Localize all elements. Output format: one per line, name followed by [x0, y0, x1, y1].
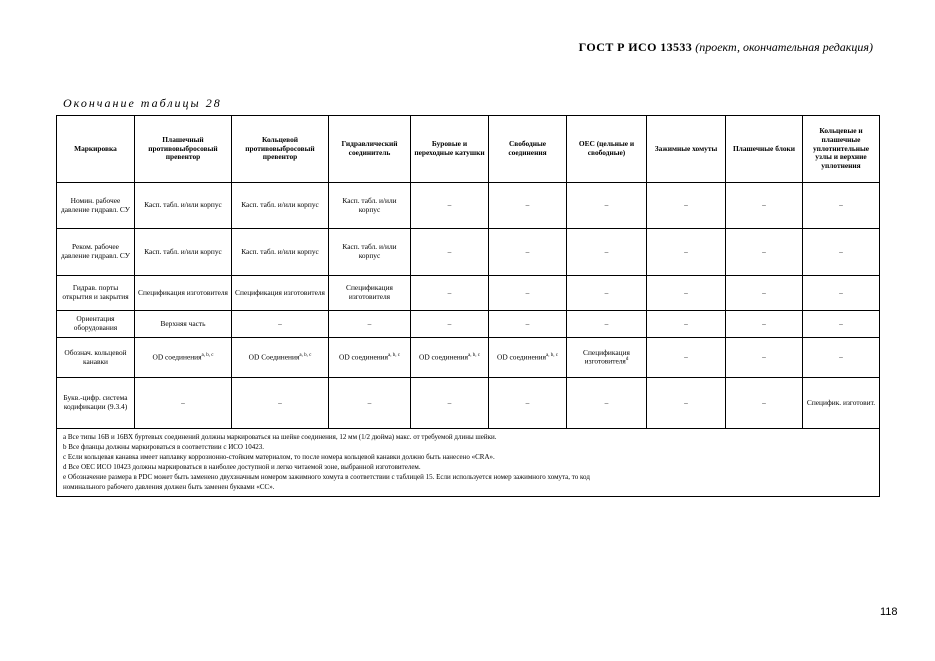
table-cell: –	[803, 276, 880, 311]
table-cell: –	[411, 229, 489, 276]
table-cell	[329, 338, 411, 378]
table-cell: –	[567, 378, 647, 429]
footnotes-row	[57, 429, 880, 497]
cell-text: OD соединения	[339, 352, 389, 362]
table-header-row	[57, 116, 880, 183]
footnote: e Обозначение размера в PDC может быть заменено двухзначным номером зажимного хомута в соответствии с таблицей 15. Если используется номер зажимного хомута, то код	[63, 473, 590, 481]
table-cell: Касп. табл. и/или корпус	[329, 183, 411, 229]
col-header: Плашечные блоки	[726, 116, 803, 183]
table-cell: Спецификация изготовителя	[329, 276, 411, 311]
row-label: Реком. рабочее давление гидравл. СУ	[57, 229, 135, 276]
footnotes-cell	[57, 429, 880, 497]
table-cell: –	[647, 183, 726, 229]
cell-text: OD Соединения	[248, 352, 300, 362]
table-cell	[411, 338, 489, 378]
table-cell: –	[567, 311, 647, 338]
footnote: номинального рабочего давления должен быть заменен буквами «CC».	[63, 483, 275, 491]
footnote: d Все OEC ИСО 10423 должны маркироваться в наиболее доступной и легко читаемой зоне, выбранной изготовителем.	[63, 463, 421, 471]
table-row	[57, 378, 880, 429]
table-row	[57, 338, 880, 378]
footnote-ref: a, b, c	[299, 352, 312, 358]
col-header: Буровые и переходные катушки	[411, 116, 489, 183]
row-label: Номин. рабочее давление гидравл. СУ	[57, 183, 135, 229]
page-number: 118	[880, 606, 898, 618]
table-cell: Касп. табл. и/или корпус	[232, 229, 329, 276]
col-header: OEC (цельные и свободные)	[567, 116, 647, 183]
row-label: Ориентация оборудования	[57, 311, 135, 338]
table-row	[57, 311, 880, 338]
table-cell: –	[411, 378, 489, 429]
table-cell: –	[647, 229, 726, 276]
table-cell: –	[567, 229, 647, 276]
row-label: Гидрав. порты открытия и закрытия	[57, 276, 135, 311]
table-cell: –	[567, 183, 647, 229]
table-cell: –	[726, 311, 803, 338]
row-label: Обознач. кольцевой канавки	[57, 338, 135, 378]
table-cell	[489, 338, 567, 378]
col-header: Кольцевой противовыбросовый превентор	[232, 116, 329, 183]
table-cell: –	[411, 276, 489, 311]
table-cell: –	[489, 378, 567, 429]
table-cell: Спецификация изготовителя	[232, 276, 329, 311]
cell-text: Спецификация изготовителя	[583, 347, 630, 366]
table-cell: –	[726, 378, 803, 429]
col-header: Маркировка	[57, 116, 135, 183]
table-cell: –	[489, 229, 567, 276]
table-cell	[135, 338, 232, 378]
col-header: Гидравлический соединитель	[329, 116, 411, 183]
row-label: Букв.-цифр. система кодификации (9.3.4)	[57, 378, 135, 429]
footnote: a Все типы 16В и 16ВХ буртевых соединений должны маркироваться на шейке соединения, 12 мм (1/2 дюйма) макс. от требуемой длины шейки.	[63, 433, 497, 441]
col-header: Свободные соединения	[489, 116, 567, 183]
table-cell: Касп. табл. и/или корпус	[232, 183, 329, 229]
table-cell: –	[647, 276, 726, 311]
cell-text: OD соединения	[497, 352, 547, 362]
table-cell: Касп. табл. и/или корпус	[135, 229, 232, 276]
col-header: Плашечный противовыбросовый превентор	[135, 116, 232, 183]
document-header	[579, 40, 873, 55]
table-cell: Специфик. изготовит.	[803, 378, 880, 429]
table-cell: –	[647, 311, 726, 338]
footnote-ref: a, b, c	[546, 352, 558, 358]
cell-text: OD соединения	[152, 352, 202, 362]
table-cell	[232, 338, 329, 378]
table-cell: –	[803, 229, 880, 276]
table-cell: Касп. табл. и/или корпус	[135, 183, 232, 229]
table-cell	[567, 338, 647, 378]
table-cell: –	[232, 378, 329, 429]
footnote: c Если кольцевая канавка имеет наплавку коррозионно-стойким материалом, то после номера кольцевой канавки должно быть нанесено «CRA».	[63, 453, 495, 461]
table-cell: –	[135, 378, 232, 429]
table-cell: –	[803, 183, 880, 229]
table-cell: –	[647, 378, 726, 429]
table-row	[57, 229, 880, 276]
table-cell: –	[489, 276, 567, 311]
table-cell: –	[726, 276, 803, 311]
standard-note: (проект, окончательная редакция)	[695, 40, 873, 54]
table-cell: –	[232, 311, 329, 338]
table-cell: –	[726, 183, 803, 229]
marking-table	[56, 115, 880, 497]
table-cell: –	[803, 311, 880, 338]
table-cell: –	[726, 338, 803, 378]
table-row	[57, 276, 880, 311]
table-cell: Верхняя часть	[135, 311, 232, 338]
table-cell: –	[411, 311, 489, 338]
table-cell: –	[329, 311, 411, 338]
standard-code: ГОСТ Р ИСО 13533	[578, 40, 693, 54]
col-header: Зажимные хомуты	[647, 116, 726, 183]
table-cell: –	[803, 338, 880, 378]
table-cell: –	[411, 183, 489, 229]
footnote-ref: a, b, c	[201, 352, 214, 358]
footnote-ref: a, b, c	[388, 352, 400, 358]
table-cell: –	[726, 229, 803, 276]
table-cell: Спецификация изготовителя	[135, 276, 232, 311]
footnote-ref: d	[625, 357, 629, 363]
table-cell: –	[567, 276, 647, 311]
col-header: Кольцевые и плашечные уплотнительные узлы и верхние уплотнения	[803, 116, 880, 183]
table-cell: –	[329, 378, 411, 429]
footnote: b Все фланцы должны маркироваться в соответствии с ИСО 10423.	[63, 443, 264, 451]
table-caption: Окончание таблицы 28	[63, 96, 222, 110]
footnote-ref: a, b, c	[468, 352, 480, 358]
table-cell: Касп. табл. и/или корпус	[329, 229, 411, 276]
cell-text: OD соединения	[419, 352, 469, 362]
table-cell: –	[489, 311, 567, 338]
table-row	[57, 183, 880, 229]
table-cell: –	[647, 338, 726, 378]
table-cell: –	[489, 183, 567, 229]
